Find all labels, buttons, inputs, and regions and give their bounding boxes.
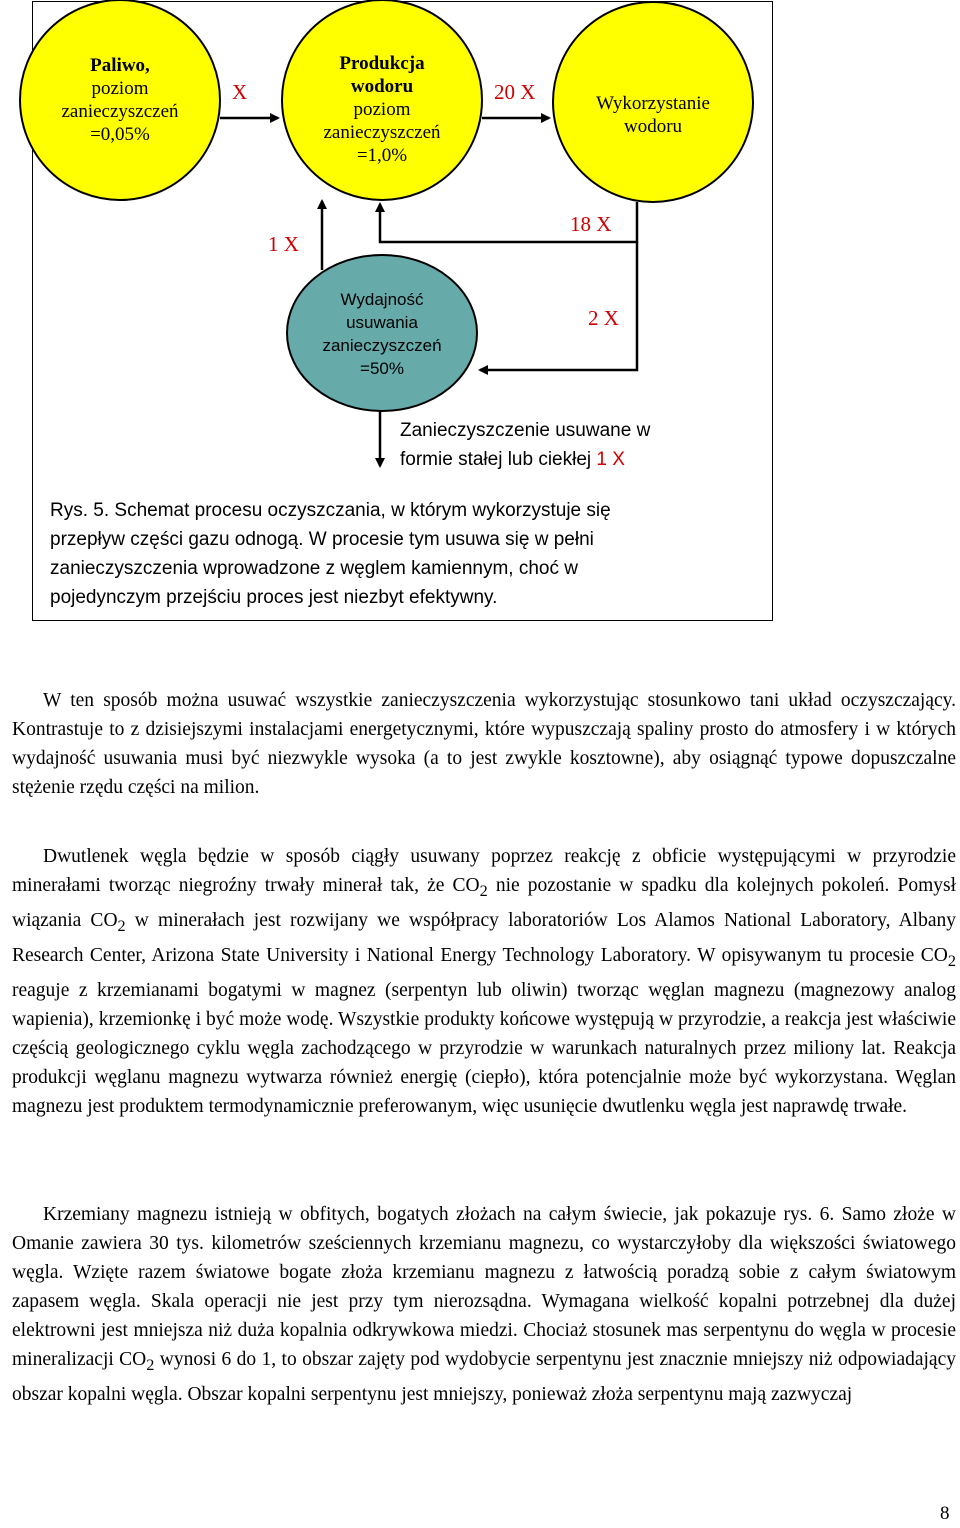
paragraph-1: W ten sposób można usuwać wszystkie zanieczyszczenia wykorzystując stosunkowo tani układ oczyszczający. Kontrastuje to z dzisiejszymi instalacjami energetycznymi, które wypuszczają spaliny prosto do atmosfery i w których wydajność usuwania musi być niezwykle wysoka (a to jest zwykle kosztowne), aby osiągnąć typowe dopuszczalne stężenie rzędu części na milion. [12,690,956,798]
edge-label-18x: 18 X [570,212,612,236]
edge-label-20x: 20 X [494,80,536,104]
removed-pollution-label: Zanieczyszczenie usuwane w formie stałej lub ciekłej 1 X [400,420,651,470]
removed-amount: 1 X [596,449,625,470]
page-number: 8 [940,1503,950,1524]
production-node-label: Produkcja wodoru poziom zanieczyszczeń =1,0% [323,53,441,166]
fuel-node-label: Paliwo, poziom zanieczyszczeń =0,05% [61,55,179,145]
paragraph-2: Dwutlenek węgla będzie w sposób ciągły usuwany poprzez reakcję z obficie występującymi w przyrodzie minerałami tworząc niegroźny trwały minerał tak, że $CO_2$ nie pozostanie w spadku dla kolejnych pokoleń. Pomysł wiązania $CO_2$ w minerałach jest rozwijany we współpracy laboratoriów Los Alamos National Laboratory, Albany Research Center, Arizona State University i National Energy Technology Laboratory. W opisywanym tu procesie $CO_2$ reaguje z krzemianami bogatymi w magnez (serpentyn lub oliwin) tworząc węglan magnezu (magnezowy analog wapienia), krzemionkę i być może wodę. Wszystkie produkty końcowe występują w przyrodzie, a reakcja jest właściwie częścią geologicznego cyklu węgla zachodzącego w przyrodzie w warunkach naturalnych przez miliony lat. Reakcja produkcji węglanu magnezu wytwarza również energię (ciepło), która potencjalnie może być wykorzystana. Węglan magnezu jest produktem termodynamicznie preferowanym, więc usunięcie dwutlenku węgla jest naprawdę trwałe. [12,846,956,1117]
paragraph-3: Krzemiany magnezu istnieją w obfitych, bogatych złożach na całym świecie, jak pokazuje rys. 6. Samo złoże w Omanie zawiera 30 tys. kilometrów sześciennych krzemianu magnezu, co wystarczyłoby dla większości światowego węgla. Wzięte razem światowe bogate złoża krzemianu magnezu z łatwością poradzą sobie z całym światowym zapasem węgla. Skala operacji nie jest przy tym nierozsądna. Wymagana wielkość kopalni potrzebnej dla dużej elektrowni jest mniejsza niż duża kopalnia odkrywkowa miedzi. Chociaż stosunek mas serpentynu do węgla w procesie mineralizacji $CO_2$ wynosi 6 do 1, to obszar zajęty pod wydobycie serpentynu jest znacznie mniejszy niż odpowiadający obszar kopalni węgla. Obszar kopalni serpentynu jest mniejszy, ponieważ złoża serpentynu mają zazwyczaj [12,1204,956,1405]
edge-label-2x: 2 X [588,306,619,330]
figure-caption: Rys. 5. Schemat procesu oczyszczania, w którym wykorzystuje się przepływ części gazu odnogą. W procesie tym usuwa się w pełni zanieczyszczenia wprowadzone z węglem kamiennym, choć w pojedynczym przejściu proces jest niezbyt efektywny. [50,500,611,608]
removal-node-label: Wydajność usuwania zanieczyszczeń =50% [322,290,442,378]
edge-label-1x: 1 X [268,232,299,256]
usage-node-label: Wykorzystanie wodoru [596,93,710,137]
edge-label-x: X [232,80,248,104]
